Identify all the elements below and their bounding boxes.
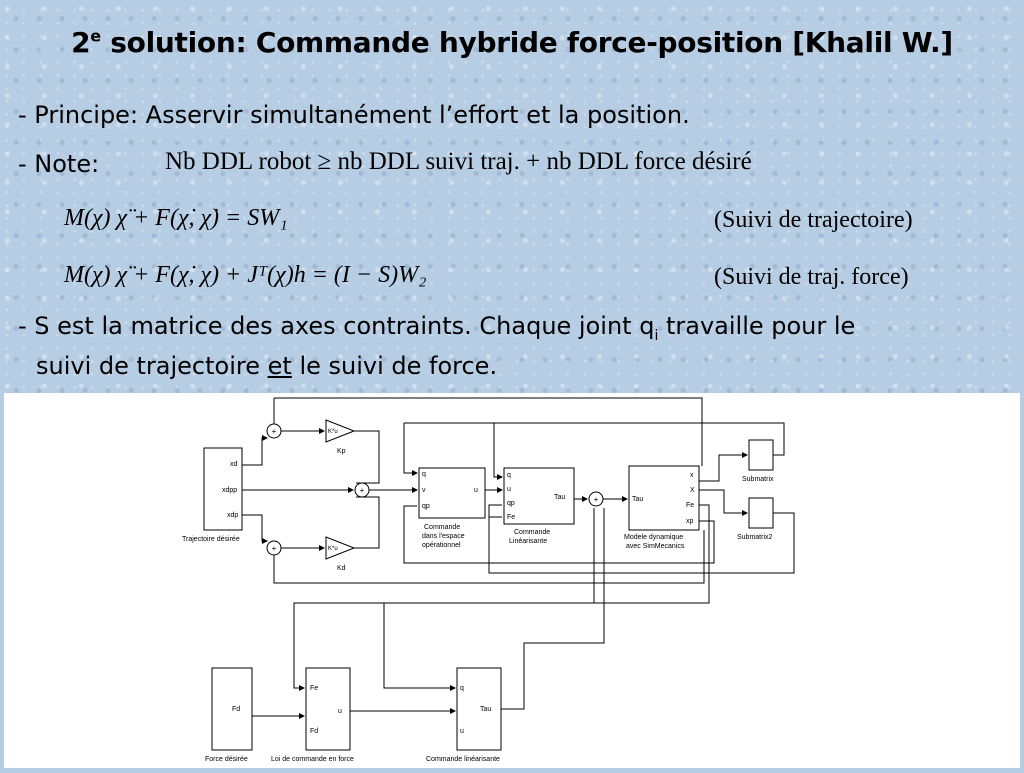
s-text-sub: i bbox=[654, 327, 659, 344]
submatrix2-block[interactable] bbox=[749, 498, 773, 528]
title-prefix: 2 bbox=[71, 26, 91, 59]
force-port-fd: Fd bbox=[232, 706, 241, 713]
diagram-svg bbox=[4, 393, 1020, 768]
cmd-op-port-qp: qp bbox=[422, 503, 430, 510]
cmd-lin2-port-u: u bbox=[460, 728, 464, 735]
simulink-diagram bbox=[4, 393, 1020, 768]
kd-label: Kd bbox=[337, 565, 346, 572]
model-port-x: x bbox=[690, 472, 694, 479]
loi-port-fe: Fe bbox=[310, 685, 319, 692]
s-text-line1 bbox=[18, 312, 855, 344]
cmd-op-port-v: v bbox=[422, 487, 426, 494]
s-text-b: travaille pour le bbox=[658, 312, 856, 340]
model-port-fe: Fe bbox=[686, 502, 695, 509]
note-text: Nb DDL robot ≥ nb DDL suivi traj. + nb DDL force désiré bbox=[165, 148, 752, 175]
traj-label: Trajectoire désirée bbox=[182, 536, 240, 543]
cmd-lin-port-fe: Fe bbox=[507, 514, 516, 521]
slide-title bbox=[0, 26, 1024, 59]
equation-2-label: (Suivi de traj. force) bbox=[714, 264, 909, 290]
cmd-op-label1: Commande bbox=[424, 524, 461, 531]
cmd-op-label3: opérationnel bbox=[422, 542, 461, 549]
loi-port-u: u bbox=[338, 708, 342, 715]
kp-label: Kp bbox=[337, 448, 346, 455]
traj-port-xdp: xdp bbox=[227, 512, 239, 519]
note-label: - Note: bbox=[18, 150, 100, 178]
model-port-tau: Tau bbox=[632, 496, 644, 503]
cmd-lin2-port-q: q bbox=[460, 685, 464, 692]
equation-1-label: (Suivi de trajectoire) bbox=[714, 207, 913, 233]
loi-block[interactable] bbox=[306, 668, 350, 750]
cmd-lin-label2: Linéarisante bbox=[509, 538, 548, 545]
traj-port-xdpp: xdpp bbox=[222, 487, 238, 494]
traj-port-xd: xd bbox=[230, 461, 238, 468]
equation-1: M(χ) χ̈ + F(χ̇, χ̇) = SW₁ bbox=[64, 205, 288, 231]
cmd-lin-port-u: u bbox=[507, 486, 511, 493]
kp-in: K*u bbox=[328, 429, 338, 435]
cmd-op-label2: dans l'espace bbox=[422, 533, 465, 540]
cmd-op-port-q: q bbox=[422, 471, 426, 478]
cmd-lin2-port-tau: Tau bbox=[480, 706, 492, 713]
s-text2-b: le suivi de force. bbox=[291, 352, 498, 380]
s-text2-underlined: et bbox=[267, 352, 292, 380]
s-text2-a: suivi de trajectoire bbox=[36, 352, 268, 380]
title-sup: e bbox=[90, 26, 101, 46]
title-rest: solution: Commande hybride force-position [Khalil W.] bbox=[100, 26, 953, 59]
model-label2: avec SimMecanics bbox=[626, 543, 685, 550]
svg-text:+: + bbox=[359, 486, 365, 495]
cmd-op-port-u: u bbox=[474, 487, 478, 494]
cmd-lin2-label: Commande linéarisante bbox=[426, 756, 500, 763]
force-label: Force désirée bbox=[205, 756, 248, 763]
loi-port-fd: Fd bbox=[310, 728, 319, 735]
cmd-lin-port-tau: Tau bbox=[554, 494, 566, 501]
cmd-lin-port-q: q bbox=[507, 472, 511, 479]
model-port-X: X bbox=[690, 487, 695, 494]
submatrix2-label: Submatrix2 bbox=[737, 534, 773, 541]
cmd-lin2-block[interactable] bbox=[457, 668, 501, 750]
loi-label: Loi de commande en force bbox=[271, 756, 354, 763]
cmd-lin-port-qp: qp bbox=[507, 500, 515, 507]
submatrix-block[interactable] bbox=[749, 440, 773, 470]
model-port-xp: xp bbox=[686, 518, 694, 525]
cmd-lin-label1: Commande bbox=[514, 529, 551, 536]
equation-2: M(χ) χ̈ + F(χ̇, χ) + Jᵀ(χ)h = (I − S)W₂ bbox=[64, 262, 427, 288]
submatrix-label: Submatrix bbox=[742, 476, 774, 483]
model-label1: Modele dynamique bbox=[624, 534, 684, 541]
svg-text:+: + bbox=[271, 544, 277, 553]
kd-in: K*u bbox=[328, 546, 338, 552]
s-text-line2 bbox=[36, 352, 497, 380]
principle-text: - Principe: Asservir simultanément l’effort et la position. bbox=[18, 101, 690, 129]
svg-text:+: + bbox=[271, 427, 277, 436]
s-text-a: - S est la matrice des axes contraints. Chaque joint q bbox=[18, 312, 655, 340]
svg-text:+: + bbox=[593, 495, 599, 504]
